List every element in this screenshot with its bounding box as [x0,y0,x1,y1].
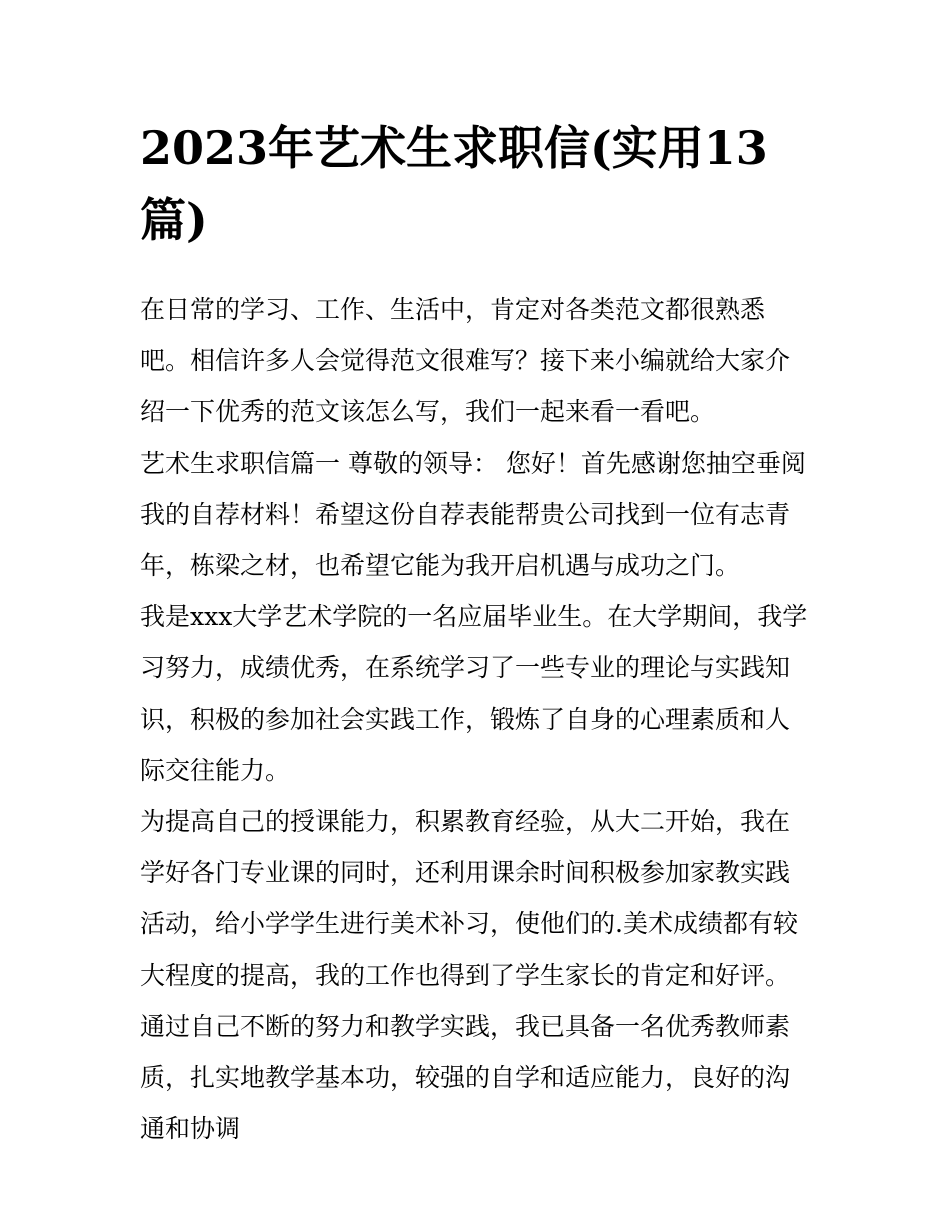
paragraph-intro: 在日常的学习、工作、生活中，肯定对各类范文都很熟悉吧。相信许多人会觉得范文很难写？接下来小编就给大家介绍一下优秀的范文该怎么写，我们一起来看一看吧。 [140,295,791,427]
paragraph-experience: 为提高自己的授课能力，积累教育经验，从大二开始，我在学好各门专业课的同时，还利用课余时间积极参加家教实践活动，给小学学生进行美术补习，使他们的.美术成绩都有较大程度的提高，我的工作也得到了学生家长的肯定和好评。通过自己不断的努力和教学实践，我已具备一名优秀教师素质，扎实地教学基本功，较强的自学和适应能力，良好的沟通和协调 [140,807,798,1144]
document-page [140,112,812,1154]
paragraph-greeting: 艺术生求职信篇一 尊敬的领导： 您好！首先感谢您抽空垂阅我的自荐材料！希望这份自荐表能帮贵公司找到一位有志青年，栋梁之材，也希望它能为我开启机遇与成功之门。 [140,448,806,581]
document-title: 2023年艺术生求职信(实用13篇) [140,121,768,247]
paragraph-self-intro: 我是xxx大学艺术学院的一名应届毕业生。在大学期间，我学习努力，成绩优秀，在系统学习了一些专业的理论与实践知识，积极的参加社会实践工作，锻炼了自身的心理素质和人际交往能力。 [140,602,808,785]
document-body [140,284,812,1154]
